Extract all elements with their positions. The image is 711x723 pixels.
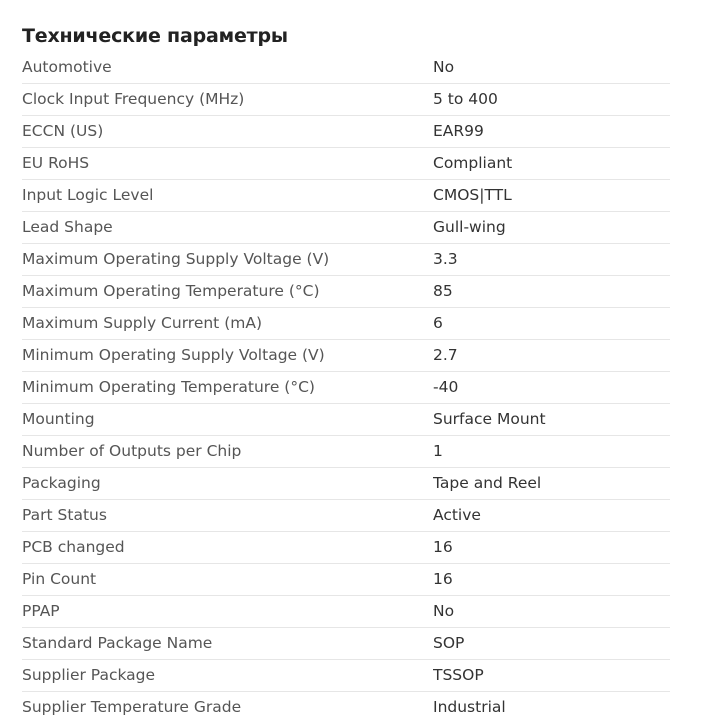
spec-name: Supplier Temperature Grade [22, 692, 433, 723]
spec-row [22, 340, 670, 372]
spec-value: Industrial [433, 692, 670, 723]
technical-specs-section [22, 0, 670, 723]
spec-name: PCB changed [22, 532, 433, 564]
spec-row [22, 276, 670, 308]
spec-row [22, 660, 670, 692]
spec-value: TSSOP [433, 660, 670, 692]
spec-row [22, 436, 670, 468]
spec-value: 3.3 [433, 244, 670, 276]
spec-name: PPAP [22, 596, 433, 628]
spec-row [22, 84, 670, 116]
spec-row [22, 596, 670, 628]
spec-row [22, 372, 670, 404]
spec-row [22, 404, 670, 436]
spec-value: No [433, 596, 670, 628]
spec-row [22, 564, 670, 596]
spec-value: 2.7 [433, 340, 670, 372]
spec-name: EU RoHS [22, 148, 433, 180]
specs-table [22, 52, 670, 723]
spec-value: SOP [433, 628, 670, 660]
spec-value: Active [433, 500, 670, 532]
spec-row [22, 532, 670, 564]
spec-name: Maximum Operating Supply Voltage (V) [22, 244, 433, 276]
spec-value: Gull-wing [433, 212, 670, 244]
spec-name: Part Status [22, 500, 433, 532]
spec-name: Mounting [22, 404, 433, 436]
spec-row [22, 628, 670, 660]
spec-name: Supplier Package [22, 660, 433, 692]
spec-name: Clock Input Frequency (MHz) [22, 84, 433, 116]
spec-name: Minimum Operating Supply Voltage (V) [22, 340, 433, 372]
spec-value: 6 [433, 308, 670, 340]
spec-row [22, 212, 670, 244]
spec-row [22, 180, 670, 212]
spec-name: Maximum Operating Temperature (°C) [22, 276, 433, 308]
spec-row [22, 468, 670, 500]
spec-value: 1 [433, 436, 670, 468]
spec-value: 5 to 400 [433, 84, 670, 116]
spec-value: No [433, 52, 670, 84]
spec-row [22, 692, 670, 723]
section-title: Технические параметры [22, 0, 670, 52]
spec-row [22, 244, 670, 276]
spec-name: Lead Shape [22, 212, 433, 244]
spec-value: 16 [433, 532, 670, 564]
spec-value: CMOS|TTL [433, 180, 670, 212]
spec-value: -40 [433, 372, 670, 404]
spec-row [22, 500, 670, 532]
spec-row [22, 148, 670, 180]
spec-row [22, 308, 670, 340]
spec-value: Compliant [433, 148, 670, 180]
spec-name: ECCN (US) [22, 116, 433, 148]
spec-name: Minimum Operating Temperature (°C) [22, 372, 433, 404]
spec-name: Input Logic Level [22, 180, 433, 212]
spec-value: EAR99 [433, 116, 670, 148]
spec-name: Standard Package Name [22, 628, 433, 660]
spec-name: Automotive [22, 52, 433, 84]
spec-value: 85 [433, 276, 670, 308]
spec-name: Number of Outputs per Chip [22, 436, 433, 468]
spec-value: 16 [433, 564, 670, 596]
spec-row [22, 116, 670, 148]
spec-value: Tape and Reel [433, 468, 670, 500]
spec-name: Maximum Supply Current (mA) [22, 308, 433, 340]
spec-row [22, 52, 670, 84]
spec-name: Pin Count [22, 564, 433, 596]
spec-value: Surface Mount [433, 404, 670, 436]
spec-name: Packaging [22, 468, 433, 500]
